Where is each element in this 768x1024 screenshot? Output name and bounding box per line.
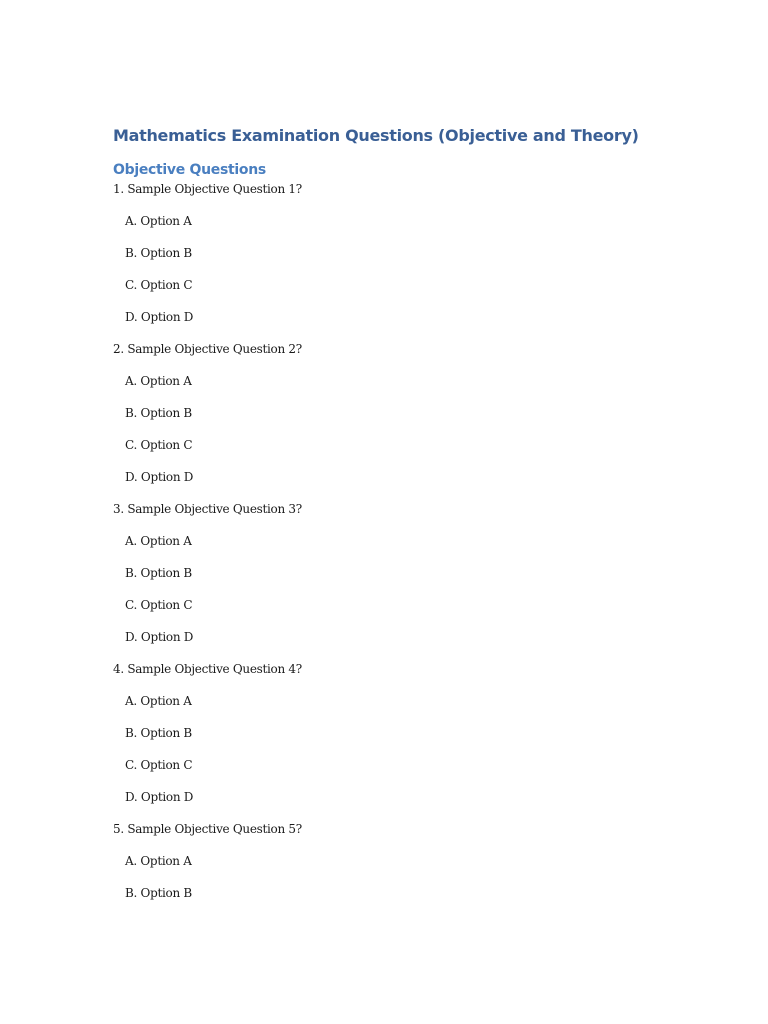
option-item: C. Option C bbox=[125, 758, 193, 772]
option-item: D. Option D bbox=[125, 630, 194, 644]
question-text: 3. Sample Objective Question 3? bbox=[113, 502, 302, 516]
option-item: D. Option D bbox=[125, 790, 194, 804]
question-text: 5. Sample Objective Question 5? bbox=[113, 822, 302, 836]
document-content bbox=[113, 124, 673, 916]
question-text: 4. Sample Objective Question 4? bbox=[113, 662, 302, 676]
question-text: 2. Sample Objective Question 2? bbox=[113, 342, 302, 356]
question-item bbox=[113, 660, 673, 820]
option-item: D. Option D bbox=[125, 310, 194, 324]
option-item: A. Option A bbox=[125, 694, 192, 708]
question-item bbox=[113, 180, 673, 340]
option-list bbox=[113, 692, 673, 820]
option-list bbox=[113, 852, 673, 916]
option-list bbox=[113, 532, 673, 660]
option-list bbox=[113, 212, 673, 340]
question-text: 1. Sample Objective Question 1? bbox=[113, 182, 302, 196]
option-item: B. Option B bbox=[125, 566, 192, 580]
option-item: A. Option A bbox=[125, 854, 192, 868]
option-item: B. Option B bbox=[125, 246, 192, 260]
option-item: A. Option A bbox=[125, 534, 192, 548]
question-item bbox=[113, 500, 673, 660]
option-item: C. Option C bbox=[125, 598, 193, 612]
question-item bbox=[113, 340, 673, 500]
option-item: A. Option A bbox=[125, 214, 192, 228]
option-item: B. Option B bbox=[125, 406, 192, 420]
option-list bbox=[113, 372, 673, 500]
document-title: Mathematics Examination Questions (Objective and Theory) bbox=[113, 126, 639, 145]
question-item bbox=[113, 820, 673, 916]
question-list bbox=[113, 180, 673, 916]
option-item: A. Option A bbox=[125, 374, 192, 388]
option-item: B. Option B bbox=[125, 726, 192, 740]
option-item: C. Option C bbox=[125, 278, 193, 292]
option-item: B. Option B bbox=[125, 886, 192, 900]
option-item: C. Option C bbox=[125, 438, 193, 452]
section-heading-objective: Objective Questions bbox=[113, 162, 266, 178]
option-item: D. Option D bbox=[125, 470, 194, 484]
